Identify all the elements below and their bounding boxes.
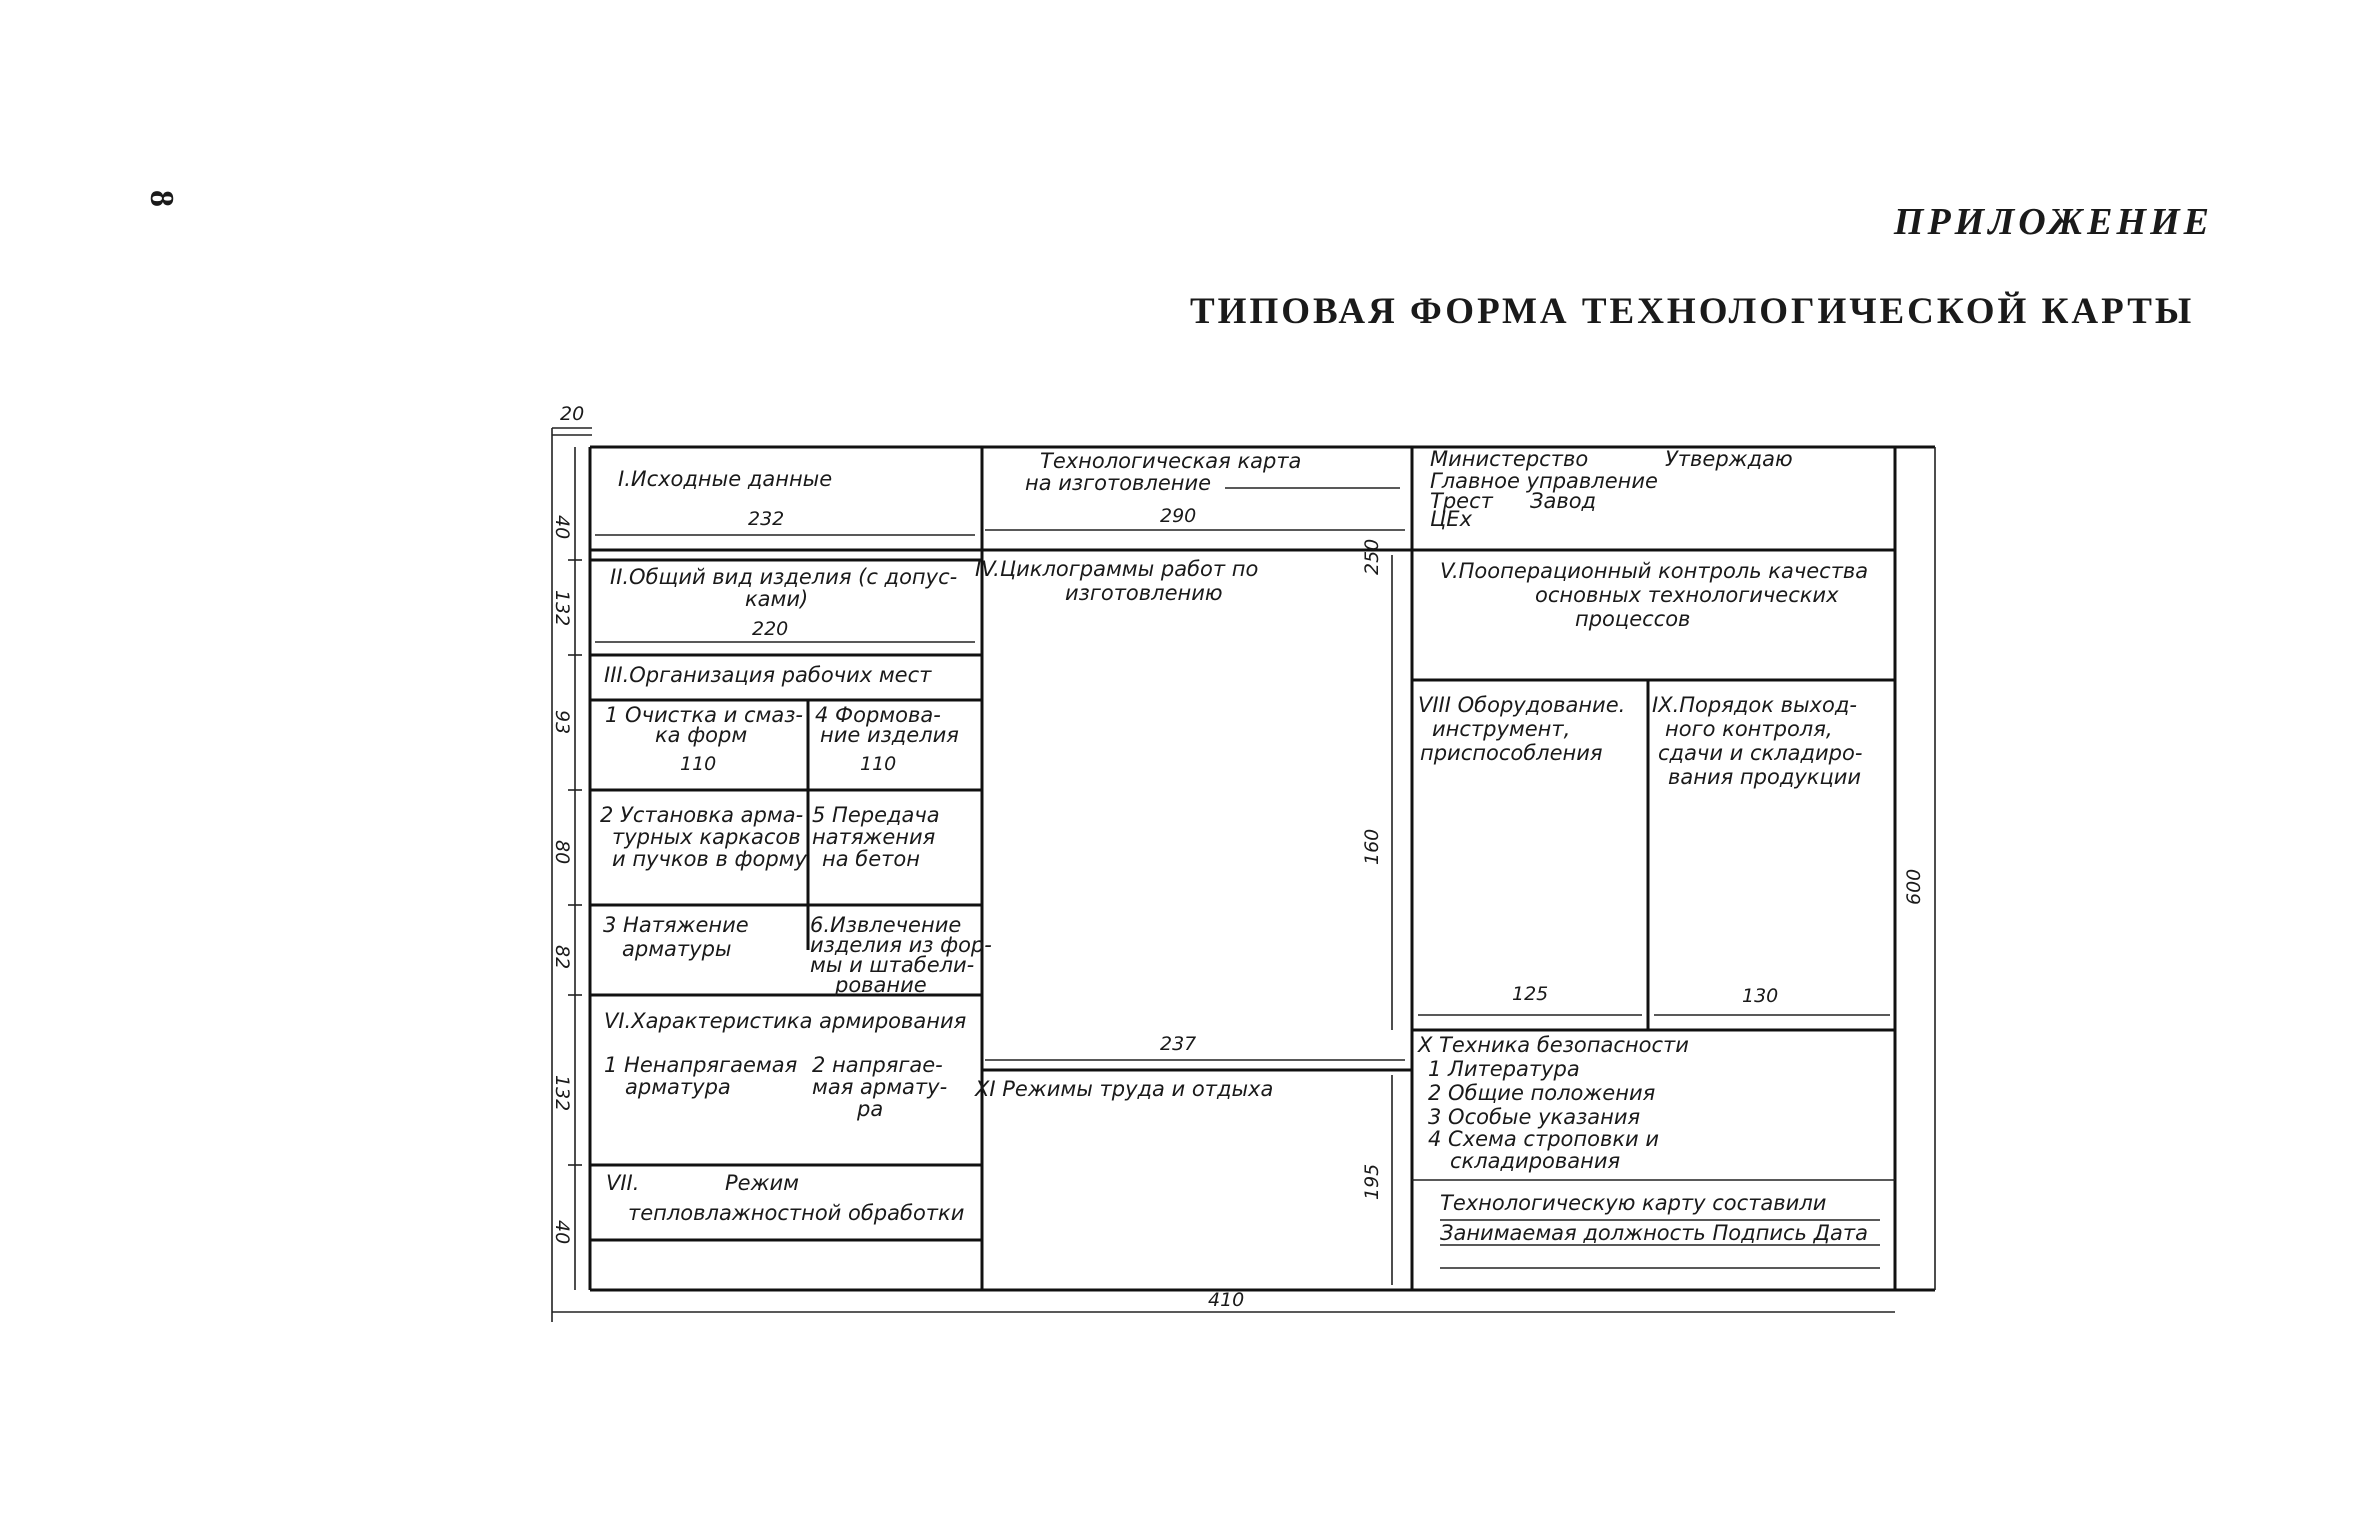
section-9-title-line2: ного контроля, [1665,717,1833,741]
dim-130: 130 [1742,985,1779,1007]
section-5-title-line1: V.Пооперационный контроль качества [1440,559,1869,583]
section-11-title: XI Режимы труда и отдыха [975,1077,1274,1101]
dim-195: 195 [1361,1163,1383,1200]
dim-80: 80 [551,840,573,865]
section-8-title-line1: VIII Оборудование. [1418,693,1626,717]
section-3-item1-line2: ка форм [655,723,748,747]
page-number: 8 [143,190,180,207]
dim-40-bottom: 40 [551,1220,573,1245]
section-7-title-line2: Режим [725,1171,799,1195]
header-glavk: Главное управление [1430,469,1658,493]
dim-600: 600 [1903,868,1925,905]
section-3-item3-line2: арматуры [622,937,732,961]
section-2-title-line1: II.Общий вид изделия (с допус- [610,565,958,589]
dim-110-right: 110 [860,753,897,775]
section-9-title-line1: IX.Порядок выход- [1652,693,1857,717]
dim-160: 160 [1361,828,1383,865]
section-6-item2-line1: 2 напрягае- [812,1053,943,1077]
section-10-item4-line2: складирования [1450,1149,1621,1173]
section-3-item5-line2: натяжения [812,825,936,849]
section-5-title-line2: основных технологических [1535,583,1839,607]
section-3-item6-line2: изделия из фор- [810,933,992,957]
section-9-title-line4: вания продукции [1668,765,1862,789]
section-3-item6-line1: 6.Извлечение [810,913,962,937]
section-3-item5-line1: 5 Передача [812,803,940,827]
dim-132-bottom: 132 [551,1075,573,1112]
section-6-item2-line2: мая армату- [812,1075,948,1099]
section-6-item1-line2: арматура [625,1075,731,1099]
section-4-title-line2: изготовлению [1065,581,1223,605]
dim-125: 125 [1512,983,1549,1005]
dim-410: 410 [1208,1289,1245,1311]
section-10-item2: 2 Общие положения [1428,1081,1656,1105]
section-6-item2-line3: ра [857,1097,884,1121]
section-10-title: X Техника безопасности [1418,1033,1689,1057]
dim-232: 232 [748,508,785,530]
dim-290: 290 [1160,505,1197,527]
dim-237: 237 [1160,1033,1197,1055]
section-6-item1-line1: 1 Ненапрягаемая [604,1053,798,1077]
header-card-line2: на изготовление [1025,471,1212,495]
header-card-line1: Технологическая карта [1040,449,1302,473]
section-3-item5-line3: на бетон [822,847,920,871]
compiled-by-columns: Занимаемая должность Подпись Дата [1440,1221,1868,1245]
section-3-item4-line2: ние изделия [820,723,959,747]
section-7-title-line3: тепловлажностной обработки [628,1201,965,1225]
section-3-title: III.Организация рабочих мест [604,663,932,687]
compiled-by-label: Технологическую карту составили [1440,1191,1827,1215]
header-plant: Завод [1530,489,1597,513]
header-ministry: Министерство [1430,447,1589,471]
section-8-title-line3: приспособления [1420,741,1603,765]
section-5-title-line3: процессов [1575,607,1691,631]
dim-110-left: 110 [680,753,717,775]
section-4-title-line1: IV.Циклограммы работ по [975,557,1259,581]
section-3-item6-line4: рование [835,973,927,997]
section-3-item3-line1: 3 Натяжение [603,913,749,937]
section-2-title-line2: ками) [745,587,809,611]
section-3-item2-line3: и пучков в форму [612,847,807,871]
dim-220: 220 [752,618,789,640]
section-8-title-line2: инструмент, [1432,717,1571,741]
section-1-title: I.Исходные данные [618,467,833,491]
section-10-item1: 1 Литература [1428,1057,1580,1081]
dim-250: 250 [1361,538,1383,575]
dim-20: 20 [560,403,585,425]
section-10-item4-line1: 4 Схема строповки и [1428,1127,1659,1151]
dim-93: 93 [551,710,573,735]
header-approve: Утверждаю [1665,447,1793,471]
section-3-item1-line1: 1 Очистка и смаз- [605,703,803,727]
dim-40-top: 40 [551,515,573,540]
appendix-label: ПРИЛОЖЕНИЕ [1893,201,2213,243]
section-3-item2-line2: турных каркасов [612,825,801,849]
dim-82: 82 [551,945,573,970]
page-title: ТИПОВАЯ ФОРМА ТЕХНОЛОГИЧЕСКОЙ КАРТЫ [1190,291,2195,332]
dim-132-top: 132 [551,590,573,627]
section-7-title-line1: VII. [606,1171,640,1195]
section-3-item2-line1: 2 Установка арма- [600,803,804,827]
section-3-item4-line1: 4 Формова- [815,703,941,727]
section-3-item6-line3: мы и штабели- [810,953,975,977]
header-trust: Трест [1430,489,1493,513]
section-6-title: VI.Характеристика армирования [604,1009,967,1033]
header-shop: ЦЕх [1430,507,1472,531]
section-10-item3: 3 Особые указания [1428,1105,1641,1129]
section-9-title-line3: сдачи и складиро- [1658,741,1863,765]
